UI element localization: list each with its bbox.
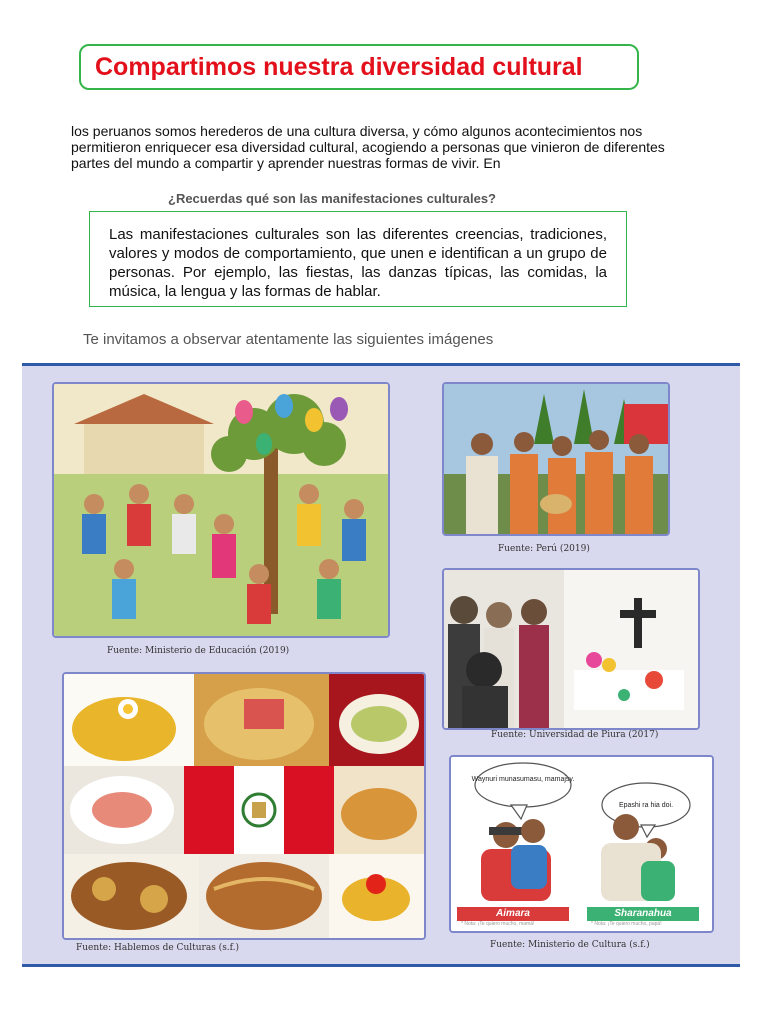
altar-caption: Fuente: Universidad de Piura (2017) [491, 730, 659, 740]
bubble-right-line: Epashi ra hia doi. [618, 802, 674, 809]
bubble-left-line: Waynuri munasumasu, mamajsy. [471, 776, 575, 783]
label-sharanahua: Sharanahua [614, 908, 672, 919]
languages-caption: Fuente: Ministerio de Cultura (s.f.) [490, 940, 650, 950]
footnote-right: * Nota: ¡Te quiero mucho, papá! [591, 921, 662, 927]
intro-line-2: permitieron enriquecer esa diversidad cultural, acogiendo a personas que vinieron de diferentes [71, 139, 665, 155]
invite-text: Te invitamos a observar atentamente las siguientes imágenes [83, 331, 494, 348]
altar-photo [442, 568, 700, 730]
question-heading: ¿Recuerdas qué son las manifestaciones culturales? [168, 191, 497, 206]
definition-box [89, 211, 627, 307]
footnote-left: * Nota: ¡Te quiero mucho, mamá! [461, 921, 535, 927]
intro-line-3: partes del mundo a compartir y aprender nuestras formas de vivir. En [71, 155, 501, 171]
group-photo [442, 382, 670, 536]
title-box [79, 44, 639, 90]
festival-caption: Fuente: Ministerio de Educación (2019) [107, 646, 290, 656]
definition-text: Las manifestaciones culturales son las diferentes creencias, tradiciones, valores y modos de comportamiento, que unen e identifican a un grupo de personas. Por ejemplo, las fiestas, las danzas típicas, las comidas, la música, la lengua y las formas de hablar. [109, 226, 607, 300]
intro-line-1: los peruanos somos herederos de una cultura diversa, y cómo algunos acontecimientos nos [71, 123, 643, 139]
page-title: Compartimos nuestra diversidad cultural [95, 53, 583, 81]
group-caption: Fuente: Perú (2019) [498, 544, 590, 554]
food-collage [62, 672, 426, 940]
festival-illustration [52, 382, 390, 638]
label-aimara: Aimara [496, 908, 530, 919]
food-caption: Fuente: Hablemos de Culturas (s.f.) [76, 943, 240, 953]
languages-illustration [449, 755, 714, 933]
image-gallery [22, 363, 740, 967]
